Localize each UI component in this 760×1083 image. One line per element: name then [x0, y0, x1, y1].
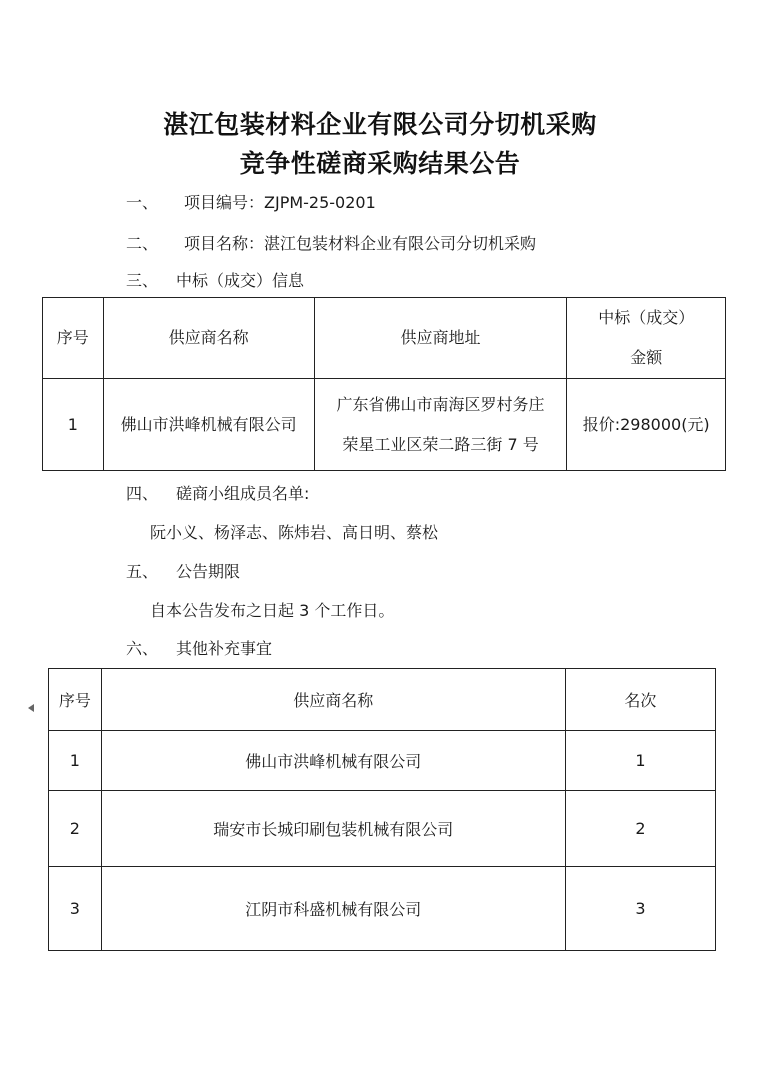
header-supplier-address: 供应商地址 — [314, 298, 567, 379]
section-number: 二、 — [126, 234, 159, 253]
cell-supplier: 瑞安市长城印刷包装机械有限公司 — [101, 791, 565, 867]
project-name-value: 湛江包装材料企业有限公司分切机采购 — [264, 234, 537, 253]
cell-supplier: 江阴市科盛机械有限公司 — [101, 867, 565, 951]
section-number: 三、 — [126, 271, 159, 290]
address-line2: 荣星工业区荣二路三街 7 号 — [342, 434, 539, 454]
table-row — [49, 791, 716, 867]
header-award-amount — [567, 298, 726, 379]
table-header-row — [49, 669, 716, 731]
margin-marker-icon — [28, 704, 34, 712]
section-other-matters — [126, 636, 272, 659]
cell-rank: 3 — [565, 867, 715, 951]
ranking-table — [48, 668, 716, 951]
section-number: 五、 — [126, 562, 159, 581]
section-notice-period — [126, 559, 240, 582]
section-number: 一、 — [126, 193, 159, 212]
cell-amount: 报价:298000(元) — [567, 379, 726, 471]
notice-period-text: 自本公告发布之日起 3 个工作日。 — [150, 601, 395, 620]
table-row — [49, 867, 716, 951]
section-label: 项目名称： — [184, 234, 265, 253]
table-header-row — [43, 298, 726, 379]
section-award-info — [126, 268, 304, 291]
header-supplier-name: 供应商名称 — [103, 298, 314, 379]
header-award-line1: 中标（成交） — [598, 308, 695, 327]
section-label: 项目编号： — [184, 193, 265, 212]
address-line1: 广东省佛山市南海区罗村务庄 — [336, 394, 545, 414]
section-project-number — [126, 190, 376, 213]
cell-index: 2 — [49, 791, 102, 867]
project-number-value: ZJPM-25-0201 — [264, 193, 376, 212]
header-index: 序号 — [49, 669, 102, 731]
section-project-name — [126, 231, 536, 254]
cell-index: 1 — [43, 379, 104, 471]
section-label: 磋商小组成员名单: — [176, 484, 310, 503]
cell-supplier: 佛山市洪峰机械有限公司 — [101, 731, 565, 791]
section-label: 中标（成交）信息 — [176, 271, 305, 290]
document-title-line2: 竞争性磋商采购结果公告 — [239, 149, 521, 178]
header-supplier-name: 供应商名称 — [101, 669, 565, 731]
cell-address — [314, 379, 567, 471]
document-title-line1: 湛江包装材料企业有限公司分切机采购 — [163, 110, 597, 139]
cell-index: 3 — [49, 867, 102, 951]
section-number: 四、 — [126, 484, 159, 503]
award-table — [42, 297, 726, 471]
panel-members-list: 阮小义、杨泽志、陈炜岩、高日明、蔡松 — [150, 523, 439, 542]
cell-rank: 1 — [565, 731, 715, 791]
cell-rank: 2 — [565, 791, 715, 867]
cell-supplier: 佛山市洪峰机械有限公司 — [103, 379, 314, 471]
table-row — [43, 379, 726, 471]
table-row — [49, 731, 716, 791]
section-number: 六、 — [126, 639, 159, 658]
header-rank: 名次 — [565, 669, 715, 731]
section-panel-members — [126, 481, 309, 504]
header-award-line2: 金额 — [630, 348, 663, 367]
header-index: 序号 — [43, 298, 104, 379]
cell-index: 1 — [49, 731, 102, 791]
section-label: 公告期限 — [176, 562, 241, 581]
section-label: 其他补充事宜 — [176, 639, 273, 658]
